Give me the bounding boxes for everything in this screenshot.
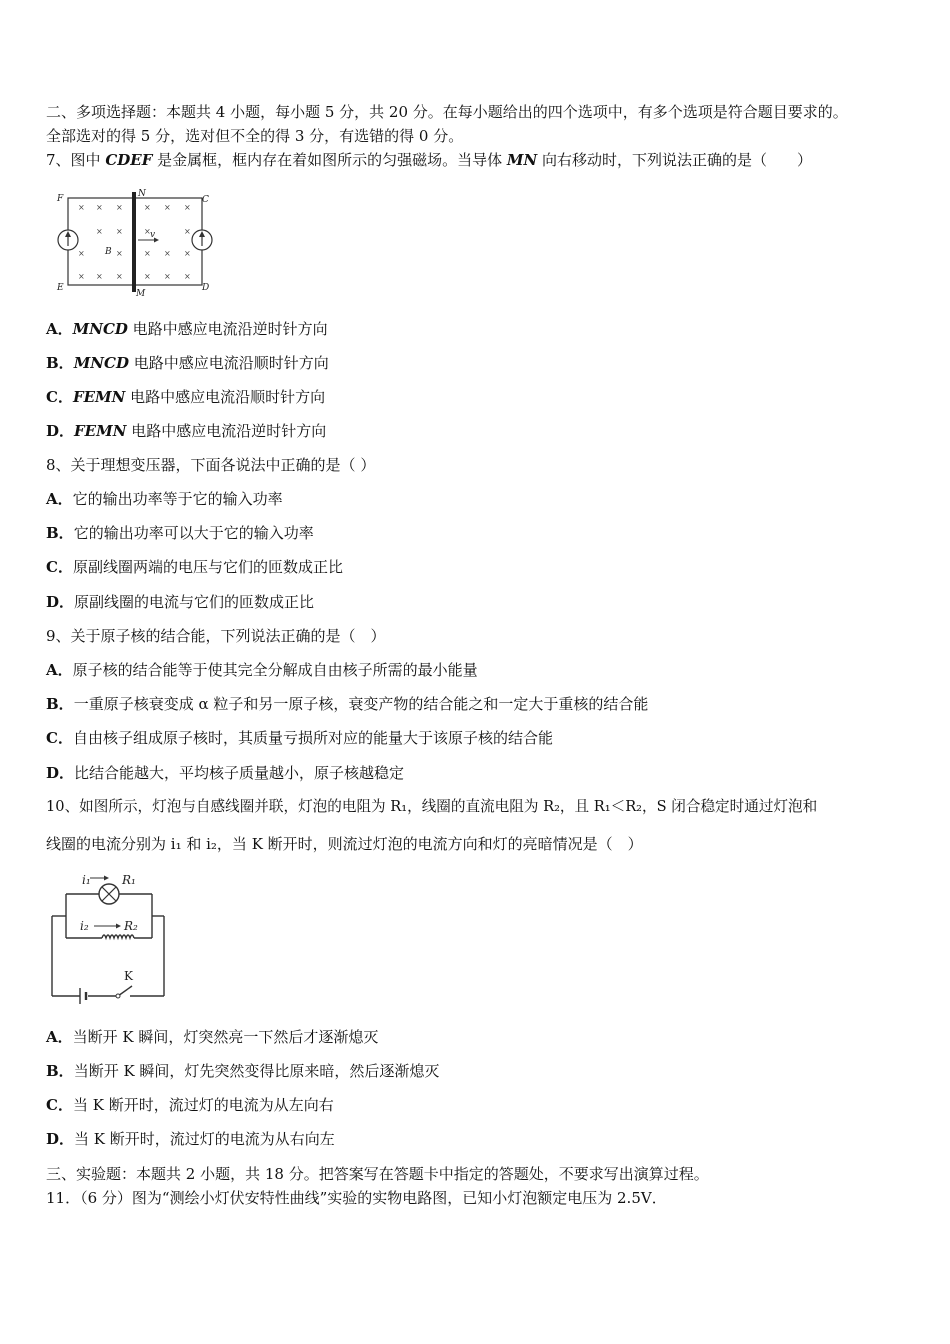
option-text: 原副线圈的电流与它们的匝数成正比 xyxy=(74,593,315,611)
q8-option-a xyxy=(46,489,283,509)
q7-label-M: M xyxy=(136,289,146,299)
q7-stem-part-a: 图中 xyxy=(70,151,106,169)
q9-option-b xyxy=(46,694,648,714)
svg-text:×: × xyxy=(184,249,191,258)
section2-instructions-line1: 二、多项选择题：本题共 4 小题，每小题 5 分，共 20 分。在每小题给出的四个选项中，有多个选项是符合题目要求的。 xyxy=(46,103,848,121)
option-letter: D． xyxy=(46,593,75,611)
svg-text:×: × xyxy=(116,272,123,281)
svg-text:×: × xyxy=(78,249,85,258)
svg-text:×: × xyxy=(184,227,191,236)
svg-text:×: × xyxy=(78,203,85,212)
svg-text:×: × xyxy=(116,249,123,258)
option-letter: B． xyxy=(46,695,74,713)
option-letter: A． xyxy=(46,490,73,508)
option-text: 原副线圈两端的电压与它们的匝数成正比 xyxy=(72,558,343,576)
q7-stem-part-c: 向右移动时，下列说法正确的是（ ） xyxy=(537,151,813,169)
q8-option-d xyxy=(46,592,314,612)
svg-text:×: × xyxy=(78,272,85,281)
q7-label-v: v xyxy=(150,230,156,240)
q9-option-a xyxy=(46,660,478,680)
q7-label-N: N xyxy=(138,189,146,199)
svg-text:×: × xyxy=(164,203,171,212)
option-circuit-label: MNCD xyxy=(72,320,128,338)
q10-label-K: K xyxy=(124,969,133,983)
option-letter: A． xyxy=(46,1028,73,1046)
option-circuit-label: MNCD xyxy=(73,354,129,372)
option-text: 它的输出功率等于它的输入功率 xyxy=(72,490,283,508)
svg-text:×: × xyxy=(96,272,103,281)
q7-label-F: F xyxy=(57,194,64,204)
q10-stem-line2: 线圈的电流分别为 i₁ 和 i₂，当 K 断开时，则流过灯泡的电流方向和灯的亮暗情况是（ ） xyxy=(46,835,643,853)
option-text: 一重原子核衰变成 α 粒子和另一原子核，衰变产物的结合能之和一定大于重核的结合能 xyxy=(73,695,649,713)
option-letter: C． xyxy=(46,729,73,747)
svg-text:×: × xyxy=(96,227,103,236)
option-text: 电路中感应电流沿逆时针方向 xyxy=(127,320,328,338)
option-text: 当断开 K 瞬间，灯先突然变得比原来暗，然后逐渐熄灭 xyxy=(73,1062,440,1080)
option-letter: B． xyxy=(46,354,74,372)
svg-text:×: × xyxy=(116,203,123,212)
svg-text:×: × xyxy=(144,227,151,236)
q7-conductor-label: MN xyxy=(506,151,538,169)
svg-text:×: × xyxy=(96,203,103,212)
q8-option-c xyxy=(46,557,343,577)
svg-text:×: × xyxy=(144,203,151,212)
q9-option-d xyxy=(46,763,404,783)
option-text: 当断开 K 瞬间，灯突然亮一下然后才逐渐熄灭 xyxy=(72,1028,379,1046)
section2-instructions-line2: 全部选对的得 5 分，选对但不全的得 3 分，有选错的得 0 分。 xyxy=(46,127,464,145)
option-text: 当 K 断开时，流过灯的电流为从左向右 xyxy=(72,1096,334,1114)
svg-text:×: × xyxy=(144,272,151,281)
option-letter: D． xyxy=(46,422,75,440)
q10-option-d xyxy=(46,1129,335,1149)
q7-option-d xyxy=(46,421,326,441)
q10-option-b xyxy=(46,1061,439,1081)
option-letter: C． xyxy=(46,1096,73,1114)
option-letter: B． xyxy=(46,1062,74,1080)
q7-stem-part-b: 是金属框，框内存在着如图所示的匀强磁场。当导体 xyxy=(152,151,507,169)
option-letter: D． xyxy=(46,764,75,782)
option-letter: D． xyxy=(46,1130,75,1148)
q10-option-a xyxy=(46,1027,378,1047)
q10-circuit-figure xyxy=(44,868,172,1010)
option-letter: C． xyxy=(46,558,73,576)
q7-label-E: E xyxy=(57,283,64,293)
q7-number: 7、 xyxy=(46,151,71,169)
q8-option-b xyxy=(46,523,314,543)
q11-stem: 11．（6 分）图为“测绘小灯伏安特性曲线”实验的实物电路图，已知小灯泡额定电压为 2.5V． xyxy=(46,1189,667,1207)
option-circuit-label: FEMN xyxy=(74,422,127,440)
option-letter: B． xyxy=(46,524,74,542)
q10-label-i1: i₁ xyxy=(82,873,91,887)
q7-label-B: B xyxy=(105,247,112,257)
svg-text:×: × xyxy=(184,203,191,212)
q10-option-c xyxy=(46,1095,334,1115)
svg-text:×: × xyxy=(116,227,123,236)
q10-label-R1: R₁ xyxy=(122,873,136,887)
option-text: 电路中感应电流沿顺时针方向 xyxy=(128,354,329,372)
option-text: 原子核的结合能等于使其完全分解成自由核子所需的最小能量 xyxy=(72,661,478,679)
option-circuit-label: FEMN xyxy=(72,388,126,406)
q7-label-C: C xyxy=(202,195,209,205)
q7-option-a xyxy=(46,319,328,339)
q7-stem xyxy=(46,150,812,170)
q9-stem: 9、关于原子核的结合能，下列说法正确的是（ ） xyxy=(46,627,386,645)
option-text: 电路中感应电流沿顺时针方向 xyxy=(125,388,326,406)
option-text: 它的输出功率可以大于它的输入功率 xyxy=(73,524,314,542)
q9-option-c xyxy=(46,728,553,748)
q7-option-c xyxy=(46,387,325,407)
option-text: 自由核子组成原子核时，其质量亏损所对应的能量大于该原子核的结合能 xyxy=(72,729,553,747)
q7-magnetic-frame-figure xyxy=(48,186,224,302)
svg-text:×: × xyxy=(144,249,151,258)
svg-text:×: × xyxy=(164,249,171,258)
q7-label-D: D xyxy=(202,283,210,293)
option-text: 比结合能越大，平均核子质量越小，原子核越稳定 xyxy=(74,764,405,782)
q10-label-i2: i₂ xyxy=(80,919,89,933)
option-letter: C． xyxy=(46,388,73,406)
section3-instructions: 三、实验题：本题共 2 小题，共 18 分。把答案写在答题卡中指定的答题处，不要求写出演算过程。 xyxy=(46,1165,709,1183)
option-letter: A． xyxy=(46,661,73,679)
q10-label-R2: R₂ xyxy=(124,919,138,933)
svg-text:×: × xyxy=(164,272,171,281)
option-text: 电路中感应电流沿逆时针方向 xyxy=(126,422,327,440)
q7-frame-label: CDEF xyxy=(105,151,153,169)
q10-stem-line1: 10、如图所示，灯泡与自感线圈并联，灯泡的电阻为 R₁，线圈的直流电阻为 R₂，且 R₁＜R₂，S 闭合稳定时通过灯泡和 xyxy=(46,798,818,815)
option-text: 当 K 断开时，流过灯的电流为从右向左 xyxy=(74,1130,335,1148)
option-letter: A． xyxy=(46,320,73,338)
svg-text:×: × xyxy=(184,272,191,281)
q8-stem: 8、关于理想变压器，下面各说法中正确的是（ ） xyxy=(46,456,376,474)
q7-option-b xyxy=(46,353,329,373)
